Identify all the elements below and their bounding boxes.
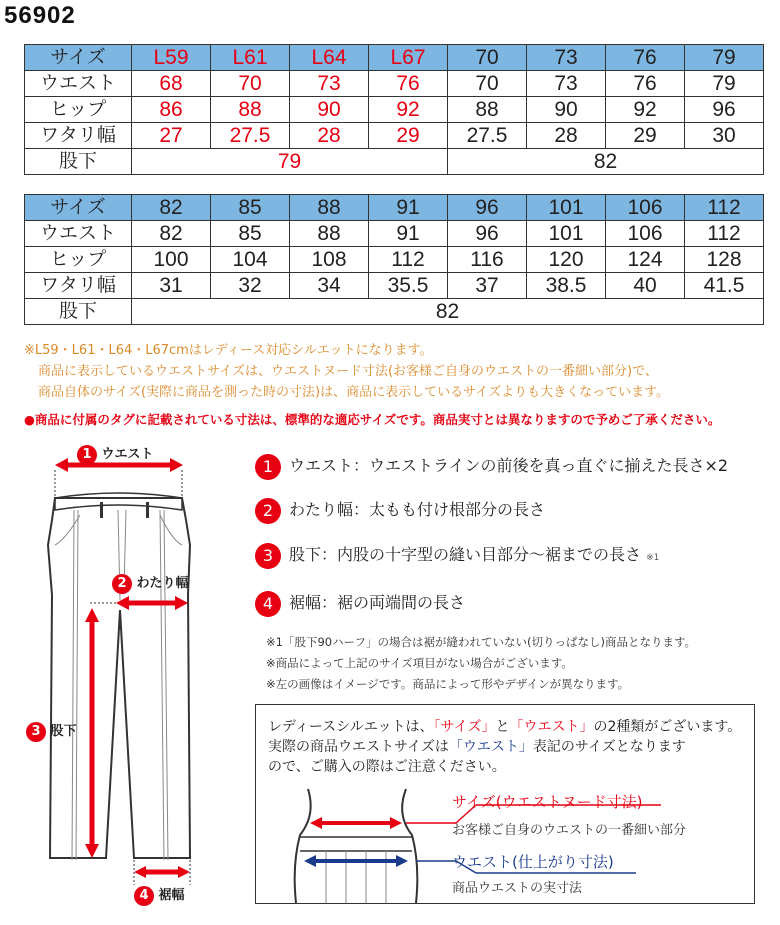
size-cell: L67: [369, 45, 448, 71]
watari-cell: 27.5: [211, 123, 290, 149]
waist-cell: 79: [685, 71, 764, 97]
inseam-label: [26, 720, 77, 742]
size-cell: L59: [132, 45, 211, 71]
hip-cell: 128: [685, 247, 764, 273]
definition-text: 股下：内股の十字型の縫い目部分～裾までの長さ: [289, 545, 642, 564]
note-line: ※L59・L61・L64・L67cmはレディース対応シルエットになります。: [24, 343, 433, 358]
row-label: ヒップ: [25, 97, 132, 123]
row-label: ヒップ: [25, 247, 132, 273]
waist-cell: 85: [211, 221, 290, 247]
watari-cell: 40: [606, 273, 685, 299]
row-label: 股下: [25, 149, 132, 175]
hip-cell: 88: [211, 97, 290, 123]
footnote-line: ※商品によって上記のサイズ項目がない場合がございます。: [266, 656, 573, 670]
watari-cell: 41.5: [685, 273, 764, 299]
hip-cell: 88: [448, 97, 527, 123]
watari-label-text: わたり幅: [136, 576, 189, 591]
definition-item: [255, 453, 728, 480]
hip-cell: 108: [290, 247, 369, 273]
size-cell: 70: [448, 45, 527, 71]
size-cell: L61: [211, 45, 290, 71]
watari-cell: 30: [685, 123, 764, 149]
waist-desc: 商品ウエストの実寸法: [452, 881, 583, 896]
watari-cell: 27.5: [448, 123, 527, 149]
footnote-ref: ※1: [646, 553, 660, 563]
hem-label: [134, 884, 185, 906]
row-label: ウエスト: [25, 221, 132, 247]
size-cell: 82: [132, 195, 211, 221]
hip-cell: 92: [369, 97, 448, 123]
size-cell: 79: [685, 45, 764, 71]
size-cell: 88: [290, 195, 369, 221]
hip-cell: 96: [685, 97, 764, 123]
waist-title: ウエスト(仕上がり寸法): [452, 853, 614, 871]
hip-cell: 112: [369, 247, 448, 273]
definition-item: [255, 542, 659, 569]
number-badge: 3: [255, 543, 281, 569]
waist-cell: 70: [448, 71, 527, 97]
watari-cell: 32: [211, 273, 290, 299]
waist-cell: 76: [369, 71, 448, 97]
number-badge: 2: [112, 574, 132, 594]
waist-cell: 101: [527, 221, 606, 247]
row-label: 股下: [25, 299, 132, 325]
footnote-line: ※1「股下90ハーフ」の場合は裾が縫われていない(切りっぱなし)商品となります。: [266, 635, 697, 649]
inseam-cell: 79: [132, 149, 448, 175]
number-badge: 1: [255, 454, 281, 480]
waist-cell: 88: [290, 221, 369, 247]
watari-cell: 35.5: [369, 273, 448, 299]
watari-cell: 28: [527, 123, 606, 149]
box-text: レディースシルエットは、「サイズ」と「ウエスト」の2種類がございます。 実際の商品ウエストサイズは「ウエスト」表記のサイズとなります ので、ご購入の際はご注意ください。: [268, 719, 742, 775]
definition-text: わたり幅：太もも付け根部分の長さ: [289, 500, 546, 519]
definition-item: [255, 497, 545, 524]
number-badge: 1: [77, 445, 97, 465]
size-cell: L64: [290, 45, 369, 71]
waistband-line: [55, 493, 182, 510]
hip-cell: 100: [132, 247, 211, 273]
waist-cell: 106: [606, 221, 685, 247]
inseam-cell: 82: [448, 149, 764, 175]
definition-text: ウエスト：ウエストラインの前後を真っ直ぐに揃えた長さ×2: [289, 456, 729, 475]
definition-item: [255, 590, 465, 617]
row-label: ワタリ幅: [25, 273, 132, 299]
waist-cell: 112: [685, 221, 764, 247]
waist-cell: 91: [369, 221, 448, 247]
watari-cell: 28: [290, 123, 369, 149]
waist-cell: 73: [290, 71, 369, 97]
watari-cell: 27: [132, 123, 211, 149]
number-badge: 2: [255, 498, 281, 524]
waist-cell: 76: [606, 71, 685, 97]
hip-cell: 86: [132, 97, 211, 123]
size-cell: 76: [606, 45, 685, 71]
size-cell: 91: [369, 195, 448, 221]
row-label: ワタリ幅: [25, 123, 132, 149]
size-title: サイズ(ウエストヌード寸法): [452, 793, 643, 811]
number-badge: 3: [26, 722, 46, 742]
waist-cell: 68: [132, 71, 211, 97]
watari-cell: 31: [132, 273, 211, 299]
ladies-silhouette-box: [255, 704, 755, 904]
size-cell: 106: [606, 195, 685, 221]
hip-cell: 104: [211, 247, 290, 273]
number-badge: 4: [255, 591, 281, 617]
size-cell: 112: [685, 195, 764, 221]
inseam-cell: 82: [132, 299, 764, 325]
watari-label: [112, 572, 189, 594]
note-line: 商品自体のサイズ(実際に商品を測った時の寸法)は、商品に表示しているサイズよりも大きくなっています。: [38, 385, 670, 400]
hip-cell: 120: [527, 247, 606, 273]
watari-cell: 29: [369, 123, 448, 149]
size-desc: お客様ご自身のウエストの一番細い部分: [452, 823, 687, 838]
size-cell: 101: [527, 195, 606, 221]
row-label: サイズ: [25, 195, 132, 221]
footnotes: [266, 632, 696, 695]
product-code: 56902: [4, 2, 76, 29]
number-badge: 4: [134, 886, 154, 906]
watari-cell: 29: [606, 123, 685, 149]
hip-cell: 124: [606, 247, 685, 273]
hip-cell: 90: [527, 97, 606, 123]
waist-cell: 82: [132, 221, 211, 247]
watari-cell: 37: [448, 273, 527, 299]
hip-cell: 116: [448, 247, 527, 273]
waist-cell: 73: [527, 71, 606, 97]
hem-label-text: 裾幅: [158, 888, 185, 903]
hip-cell: 90: [290, 97, 369, 123]
inseam-label-text: 股下: [50, 724, 77, 739]
watari-cell: 38.5: [527, 273, 606, 299]
footnote-line: ※左の画像はイメージです。商品によって形やデザインが異なります。: [266, 677, 630, 691]
waist-label-text: ウエスト: [101, 447, 154, 462]
size-cell: 73: [527, 45, 606, 71]
tag-note: ●商品に付属のタグに記載されている寸法は、標準的な適応サイズです。商品実寸とは異なりますので予めご了承ください。: [24, 412, 721, 427]
note-line: 商品に表示しているウエストサイズは、ウエストヌード寸法(お客様ご自身のウエストの一番細い部分)で、: [38, 364, 658, 379]
watari-cell: 34: [290, 273, 369, 299]
waist-label: [77, 443, 154, 465]
size-cell: 96: [448, 195, 527, 221]
hip-cell: 92: [606, 97, 685, 123]
definition-text: 裾幅：裾の両端間の長さ: [289, 593, 466, 612]
waist-cell: 70: [211, 71, 290, 97]
waist-cell: 96: [448, 221, 527, 247]
row-label: ウエスト: [25, 71, 132, 97]
size-cell: 85: [211, 195, 290, 221]
row-label: サイズ: [25, 45, 132, 71]
